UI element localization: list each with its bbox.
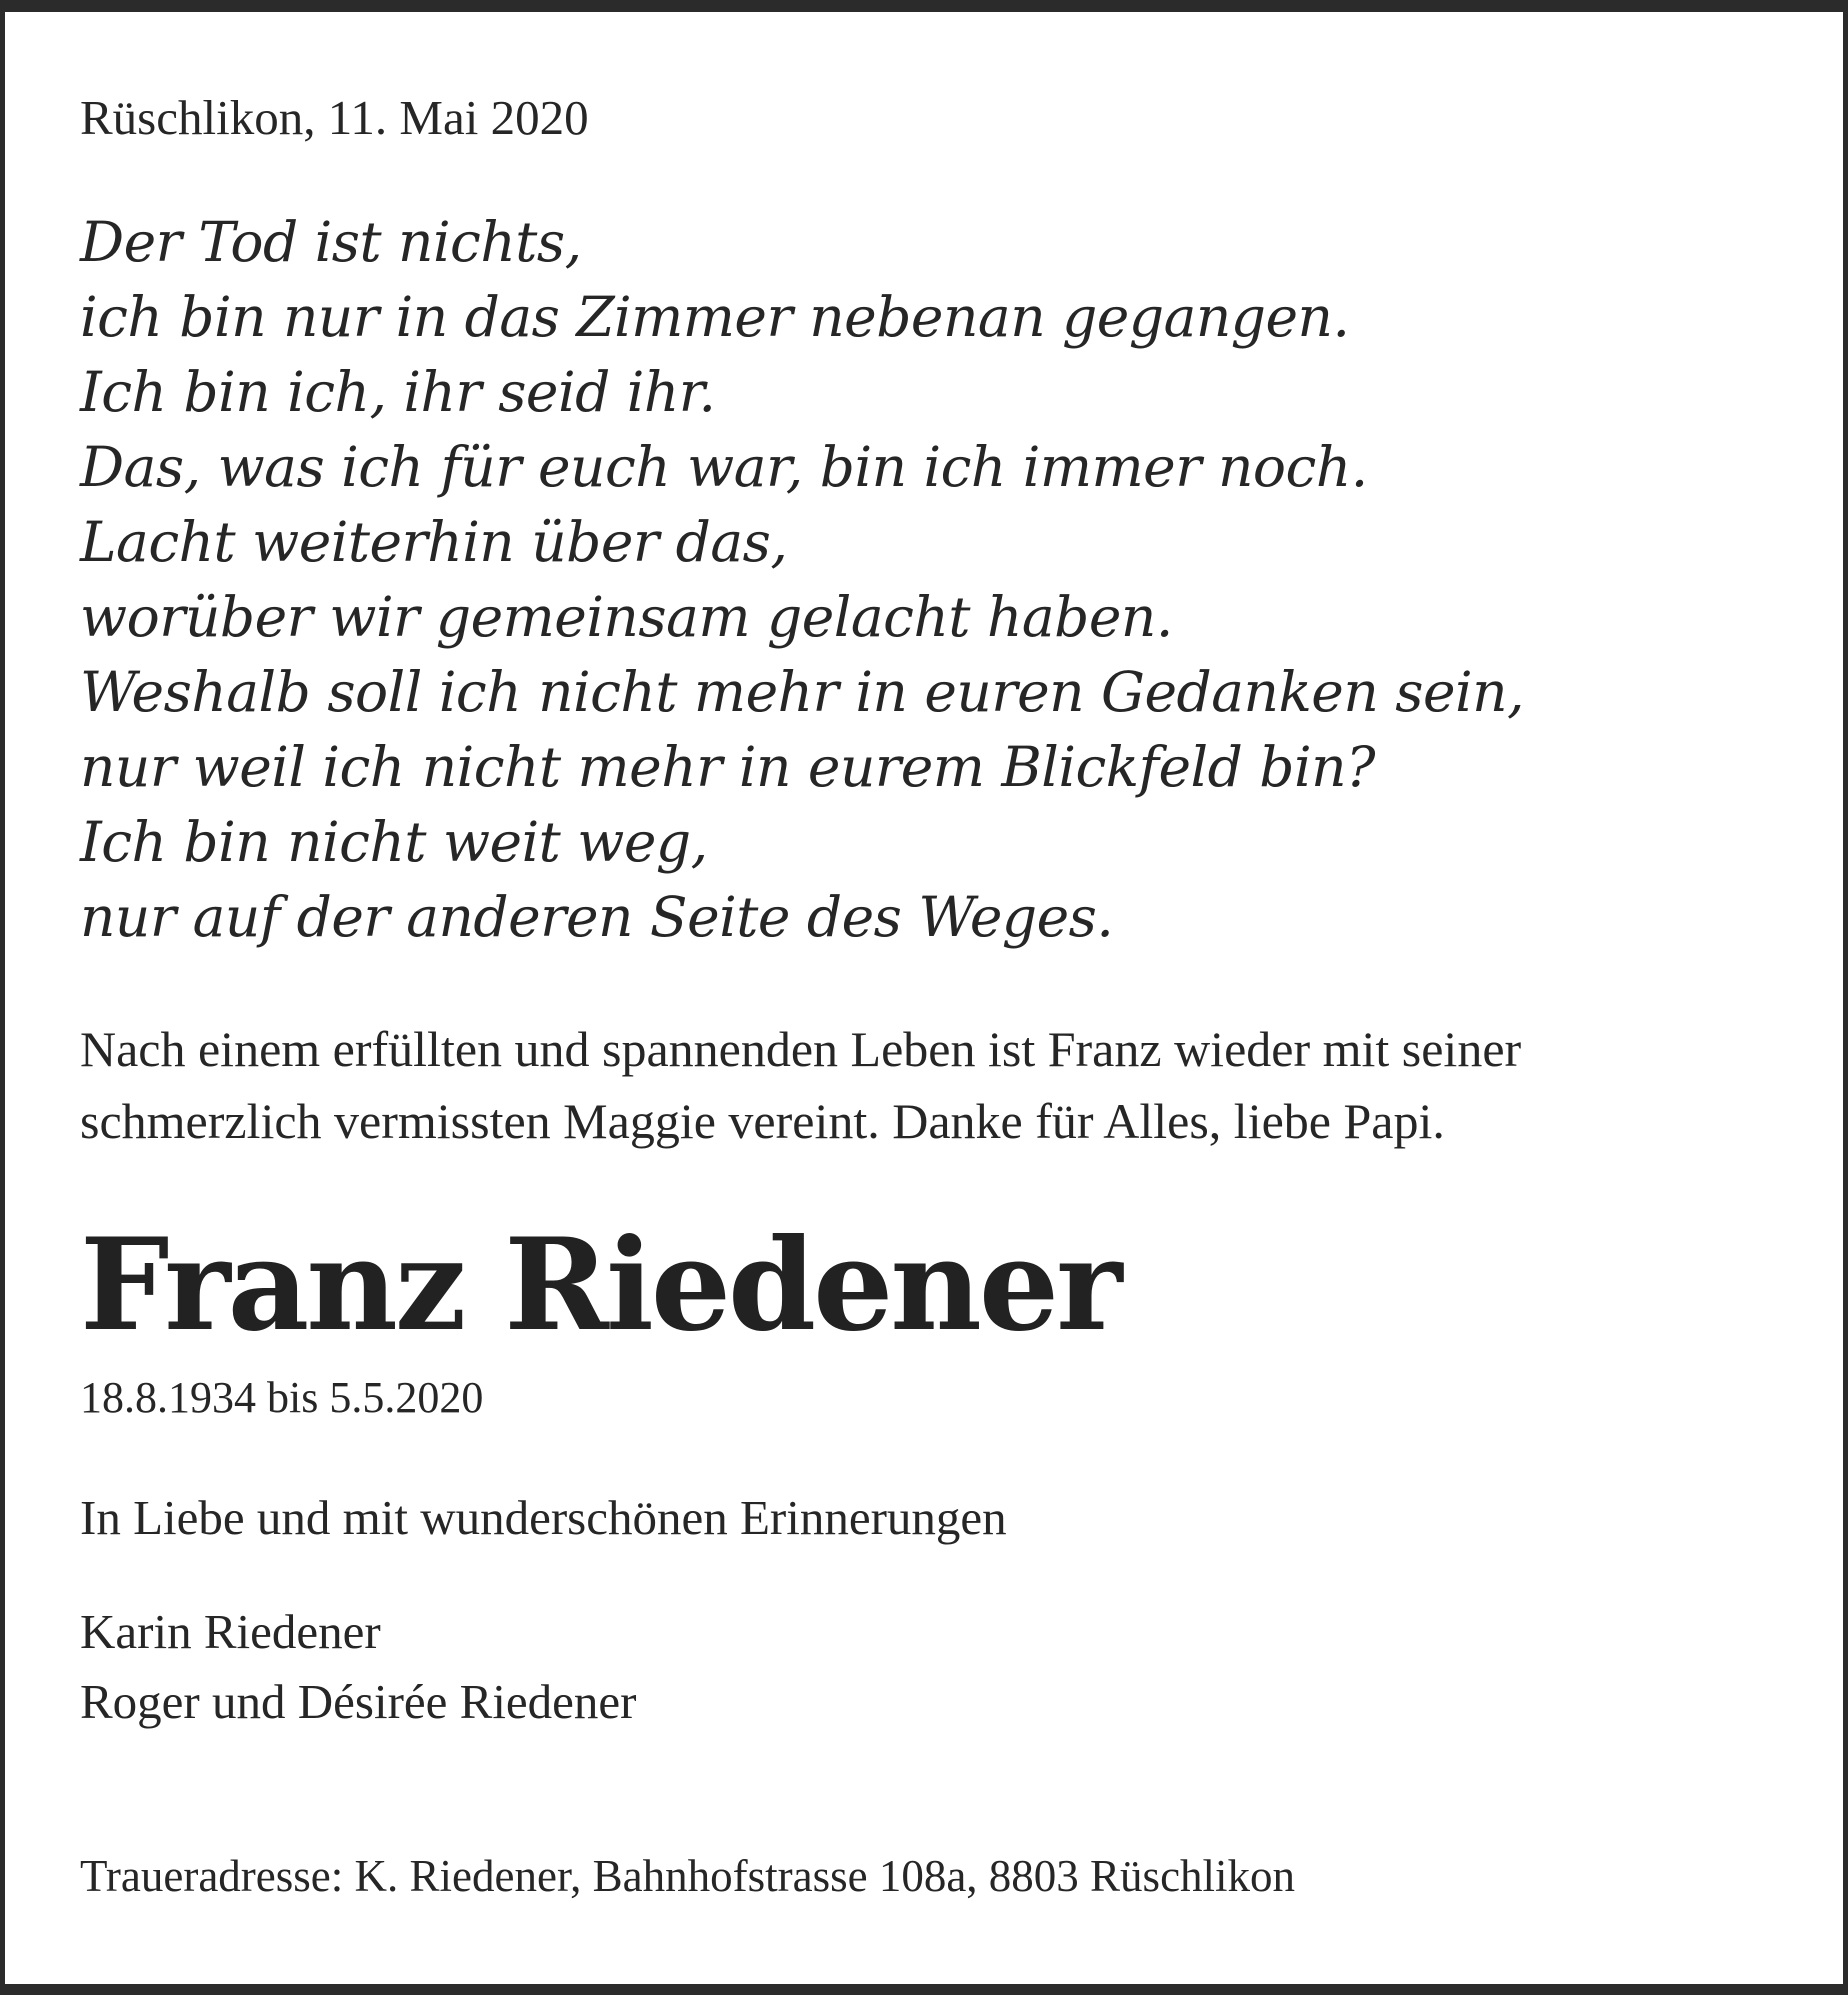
- tribute-text: [80, 1013, 1800, 1157]
- poem-line: Der Tod ist nichts,: [80, 210, 582, 274]
- place-date: Rüschlikon, 11. Mai 2020: [80, 90, 589, 145]
- poem-line: Weshalb soll ich nicht mehr in euren Gedanken sein,: [80, 660, 1525, 724]
- poem-line: Ich bin ich, ihr seid ihr.: [80, 360, 716, 424]
- poem-line: Das, was ich für euch war, bin ich immer noch.: [80, 435, 1368, 499]
- deceased-name: Franz Riedener: [80, 1211, 1120, 1359]
- life-dates: 18.8.1934 bis 5.5.2020: [80, 1373, 484, 1422]
- mourner-name: Roger und Désirée Riedener: [80, 1674, 637, 1729]
- tribute-line: schmerzlich vermissten Maggie vereint. Danke für Alles, liebe Papi.: [80, 1093, 1445, 1149]
- poem-line: Ich bin nicht weit weg,: [80, 810, 708, 874]
- poem: [80, 205, 1524, 955]
- poem-line: Lacht weiterhin über das,: [80, 510, 788, 574]
- poem-line: ich bin nur in das Zimmer nebenan gegangen.: [80, 285, 1350, 349]
- farewell-line: In Liebe und mit wunderschönen Erinnerungen: [80, 1490, 1007, 1545]
- poem-line: worüber wir gemeinsam gelacht haben.: [80, 585, 1173, 649]
- mourners-list: [80, 1597, 637, 1737]
- tribute-line: Nach einem erfüllten und spannenden Leben ist Franz wieder mit seiner: [80, 1021, 1522, 1077]
- poem-line: nur auf der anderen Seite des Weges.: [80, 885, 1114, 949]
- mourner-name: Karin Riedener: [80, 1604, 381, 1659]
- poem-line: nur weil ich nicht mehr in eurem Blickfeld bin?: [80, 735, 1375, 799]
- mourning-address: Traueradresse: K. Riedener, Bahnhofstrasse 108a, 8803 Rüschlikon: [80, 1851, 1296, 1901]
